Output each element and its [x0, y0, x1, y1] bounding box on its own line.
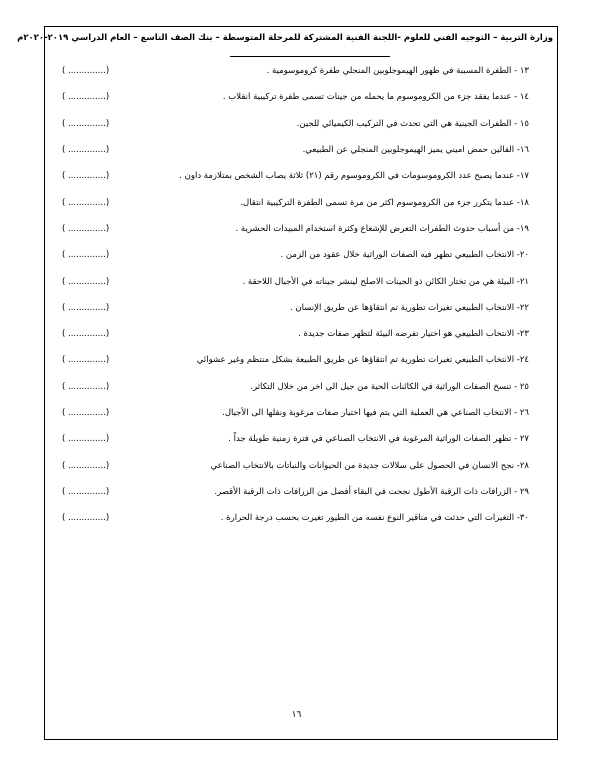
answer-blank[interactable]: ( ..............): [62, 381, 110, 392]
header-underline: [230, 56, 390, 57]
question-row-24: [62, 347, 529, 373]
question-text: ٢٠- الانتخاب الطبيعي تظهر فيه الصفات الوراثية خلال عقود من الزمن .: [280, 250, 529, 261]
answer-blank[interactable]: ( ..............): [62, 408, 110, 418]
question-row-29: [62, 479, 529, 505]
question-row-23: [62, 321, 529, 347]
answer-blank[interactable]: ( ..............): [62, 355, 110, 366]
question-text: ٢٩ - الزرافات ذات الرقبة الأطول نجحت في البقاء أفضل من الزرافات ذات الرقبة الأقصر.: [214, 486, 529, 497]
question-row-26: [62, 400, 529, 426]
question-text: ١٦- الفالين حمض اميني يميز الهيموجلوبين المنجلي عن الطبيعي.: [302, 145, 529, 156]
document-header: وزارة التربية – التوجيه الفني للعلوم -اللجنة الفنية المشتركة للمرحلة المتوسطة – بنك الصف التاسع – العام الدراسي ٢٠١٩-٢٠٢٠م: [17, 33, 553, 43]
question-row-19: [62, 216, 529, 242]
answer-blank[interactable]: ( ..............): [62, 513, 110, 524]
page-number: ١٦: [291, 710, 302, 720]
question-row-22: [62, 295, 529, 321]
question-text: ٢٧ - تظهر الصفات الوراثية المرغوبة في الانتخاب الصناعي في فترة زمنية طويلة جداً .: [228, 434, 529, 445]
question-text: ٢٣- الانتخاب الطبيعي هو اختيار تفرضه البيئة لتظهر صفات جديدة .: [298, 329, 529, 340]
question-text: ١٤ - عندما يفقد جزء من الكروموسوم ما يحمله من جينات تسمى طفرة تركيبية انقلاب .: [222, 92, 529, 103]
answer-blank[interactable]: ( ..............): [62, 460, 110, 471]
answer-blank[interactable]: ( ..............): [62, 145, 110, 156]
answer-blank[interactable]: ( ..............): [62, 250, 110, 261]
answer-blank[interactable]: ( ..............): [62, 434, 110, 445]
question-row-15: [62, 111, 529, 137]
answer-blank[interactable]: ( ..............): [62, 276, 110, 287]
question-row-28: [62, 452, 529, 478]
question-row-18: [62, 189, 529, 215]
answer-blank[interactable]: ( ..............): [62, 118, 110, 129]
question-row-20: [62, 242, 529, 268]
question-text: ١٣ - الطفرة المسببة في ظهور الهيموجلوبين المنجلي طفرة كروموسومية .: [266, 66, 529, 77]
question-row-17: [62, 163, 529, 189]
answer-blank[interactable]: ( ..............): [62, 302, 110, 313]
question-text: ١٨- عندما يتكرر جزء من الكروموسوم اكثر من مرة تسمى الطفرة التركيبية انتقال.: [240, 197, 529, 208]
answer-blank[interactable]: ( ..............): [62, 197, 110, 208]
question-text: ١٩- من أسباب حدوث الطفرات التعرض للإشعاع وكثرة استخدام المبيدات الحشرية .: [235, 223, 529, 234]
question-row-13: [62, 58, 529, 84]
question-row-27: [62, 426, 529, 452]
question-row-14: [62, 84, 529, 110]
question-text: ٢٥ - تنسخ الصفات الوراثية في الكائنات الحية من جيل الى اخر من خلال التكاثر.: [250, 381, 529, 392]
question-text: ١٥ - الطفرات الجينية هي التي تحدث في التركيب الكيميائي للجين.: [296, 118, 529, 129]
question-text: ٢٦ - الانتخاب الصناعي هي العملية التي يتم فيها اختيار صفات مرغوبة ونقلها الى الأجيال.: [222, 408, 529, 418]
question-text: ٢١- البيئة هي من تختار الكائن ذو الجينات الاصلح لينشر جيناته في الأجيال اللاحقة .: [242, 276, 529, 287]
question-text: ٢٢- الانتخاب الطبيعي تغيرات تطورية تم انتقاؤها عن طريق الإنسان .: [289, 302, 529, 313]
answer-blank[interactable]: ( ..............): [62, 171, 110, 182]
question-text: ٣٠- التغيرات التي حدثت في مناقير النوع نفسه من الطيور تغيرت بحسب درجة الحرارة .: [220, 513, 529, 524]
answer-blank[interactable]: ( ..............): [62, 329, 110, 340]
answer-blank[interactable]: ( ..............): [62, 66, 110, 77]
answer-blank[interactable]: ( ..............): [62, 92, 110, 103]
question-row-30: [62, 505, 529, 531]
question-text: ٢٨- نجح الانسان في الحصول على سلالات جديدة من الحيوانات والنباتات بالانتخاب الصناعي: [210, 460, 529, 471]
question-list: [62, 58, 529, 531]
question-row-21: [62, 268, 529, 294]
answer-blank[interactable]: ( ..............): [62, 223, 110, 234]
question-text: ٢٤- الانتخاب الطبيعي تغيرات تطورية تم انتقاؤها عن طريق الطبيعة بشكل منتظم وغير عشوائي: [196, 355, 529, 366]
question-text: ١٧- عندما يصبح عدد الكروموسومات في الكروموسوم رقم (٢١) ثلاثة يصاب الشخص بمتلازمة داون .: [179, 171, 529, 182]
answer-blank[interactable]: ( ..............): [62, 486, 110, 497]
question-row-25: [62, 374, 529, 400]
question-row-16: [62, 137, 529, 163]
